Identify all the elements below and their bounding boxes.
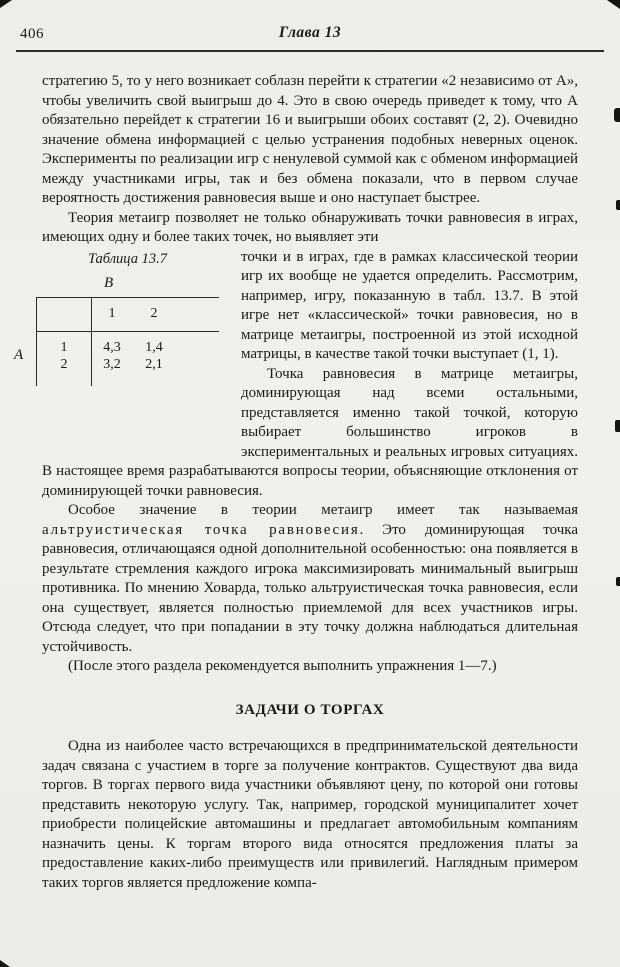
- table-caption: Таблица 13.7: [88, 250, 167, 267]
- table-header-row: [37, 298, 219, 332]
- payoff-cell: 2,1: [145, 357, 163, 373]
- table-row: [37, 357, 219, 374]
- body-text: [14, 72, 578, 893]
- scan-artifact: [616, 577, 620, 586]
- running-head: [20, 24, 578, 46]
- payoff-grid: [36, 297, 219, 386]
- header-rule: [16, 50, 604, 52]
- payoff-cell: 3,2: [103, 357, 121, 373]
- row-label: 1: [60, 340, 68, 356]
- paragraph-4-text: Особое значение в теории метаигр имеет так называемая: [68, 502, 578, 518]
- row-label: 2: [60, 357, 68, 373]
- paragraph-4-text: . Это доминирующая точка равновесия, отличающаяся одной дополнительной особенностью: она появляется в результате стремления каждого игрока максимизировать минимальный выигрыш противника. По мнению Ховарда, только альтруистическая точка равновесия, если она существует, является полностью приемлемой для всех участников игры. Отсюда следует, что при попадании в эту точку должна наблюдаться длительная устойчивость.: [42, 521, 578, 655]
- paragraph-4: [42, 501, 578, 657]
- column-player-label: B: [104, 275, 114, 291]
- paragraph-2-continuation: точки и в играх, где в рамках классической теории игр их вообще не удается определить. Рассмотрим, например, игру, показанную в табл. 13.7. В этой игре нет «классической» точки равновесия, но в матрице метаигры, построенной из этой исходной матрицы, в качестве такой точки выступает (1, 1).: [241, 248, 578, 362]
- scan-artifact: [615, 420, 620, 432]
- table-body: [37, 332, 219, 386]
- scan-artifact: [0, 0, 12, 8]
- row-player-label: A: [14, 346, 24, 363]
- emphasized-term: альтруистическая точка равновесия: [42, 521, 360, 538]
- payoff-table: [14, 250, 225, 460]
- paragraph-5-exercises-note: (После этого раздела рекомендуется выполнить упражнения 1—7.): [68, 658, 497, 674]
- paragraph-6: Одна из наиболее часто встречающихся в предпринимательской деятельности задач связана с участием в торге за получение контрактов. Существуют два вида торгов. В торгах первого вида участники объявляют цену, по которой они готовы представить некоторую услугу. Так, например, городской муниципалитет хочет приобрести полицейские автомашины и предлагает автомобильным компаниям назначить цены. К торгам второго вида относятся предложения платы за предоставление каких-либо преимуществ или привилегий. Наглядным примером таких торгов является предложение компа-: [42, 738, 578, 891]
- scan-artifact: [607, 0, 620, 9]
- paragraph-1: стратегию 5, то у него возникает соблазн перейти к стратегии «2 независимо от A», чтобы увеличить свой выигрыш до 4. Это в свою очередь приведет к тому, что A обязательно перейдет к стратегии 16 и выигрыши обоих составят (2, 2). Очевидно значение обмена информацией с целью устранения подобных неверных оценок. Эксперименты по реализации игр с ненулевой суммой как с обменом информацией между участниками игры, так и без обмена показали, что в первом случае вероятность достижения равновесия выше и оно наступает быстрее.: [42, 73, 578, 206]
- page-number: 406: [20, 26, 44, 42]
- column-header: 1: [108, 306, 116, 322]
- paragraph-2-intro: Теория метаигр позволяет не только обнаруживать точки равновесия в играх, имеющих одну и более таких точек, но выявляет эти: [42, 209, 578, 245]
- scan-artifact: [616, 200, 620, 210]
- section-heading: ЗАДАЧИ О ТОРГАХ: [235, 701, 385, 718]
- chapter-title: Глава 13: [278, 24, 342, 41]
- paragraph-3: Точка равновесия в матрице метаигры, доминирующая над всеми остальными, представляется именно такой точкой, которую выбирает большинство игроков в экспериментальных и реальных игровых ситуациях. В настоящее время разрабатываются вопросы теории, объясняющие отклонения от доминирующей точки равновесия.: [42, 365, 578, 499]
- scan-artifact: [614, 108, 620, 122]
- column-header: 2: [150, 306, 158, 322]
- scan-artifact: [0, 960, 10, 967]
- table-row: [37, 340, 219, 357]
- payoff-cell: 4,3: [103, 340, 121, 356]
- payoff-cell: 1,4: [145, 340, 163, 356]
